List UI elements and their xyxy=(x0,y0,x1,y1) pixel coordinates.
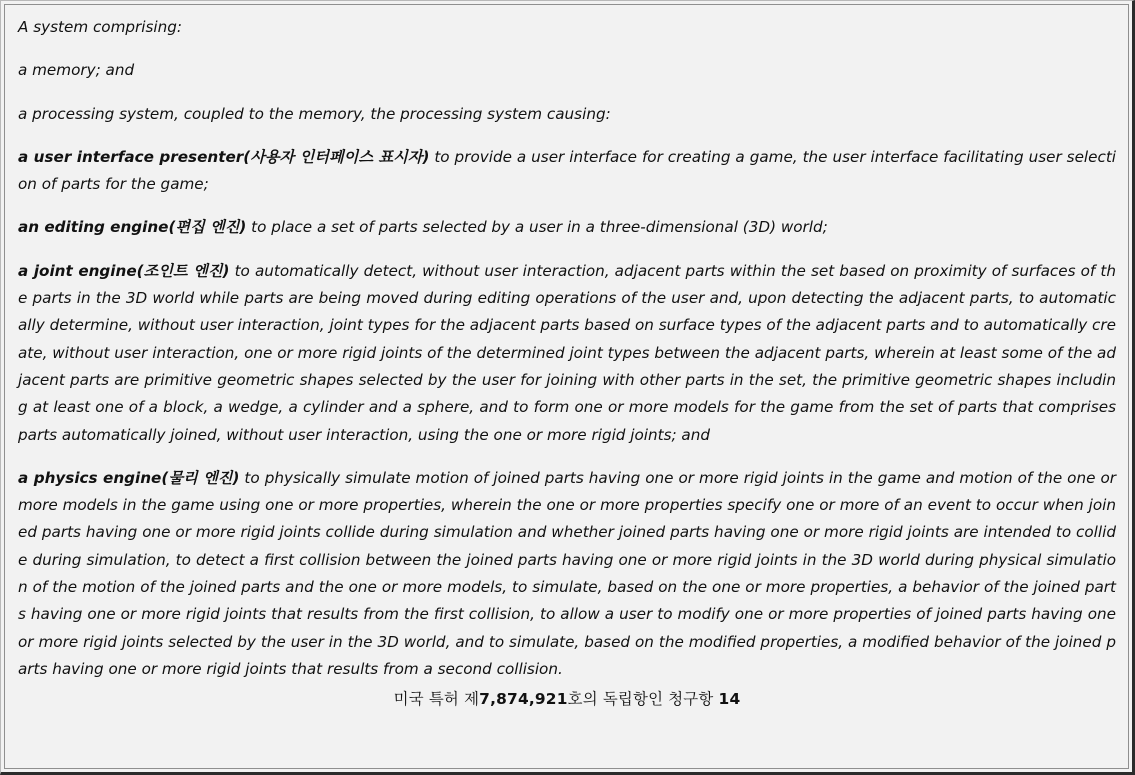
claim-limitation-user-interface-presenter xyxy=(18,144,1116,199)
claim-preamble: A system comprising: xyxy=(18,18,183,36)
claim-limitation-editing-engine xyxy=(18,214,1116,241)
claim-limitation-physics-engine xyxy=(18,465,1116,683)
claim-element-processing-system: a processing system, coupled to the memory, the processing system causing: xyxy=(18,104,611,123)
term-ko-physics-engine: 물리 엔진 xyxy=(168,468,233,487)
term-physics-engine: a physics engine( xyxy=(18,468,169,487)
term-ko-joint-engine: 조인트 엔진 xyxy=(143,261,223,280)
claim-limitation-joint-engine xyxy=(18,258,1116,449)
term-close-paren-0: ) xyxy=(422,147,430,166)
term-close-paren-2: ) xyxy=(222,261,230,280)
claim-element-memory: a memory; and xyxy=(18,61,135,80)
claim-content-frame xyxy=(4,4,1129,769)
term-close-paren-1: ) xyxy=(239,218,247,237)
term-ko-editing-engine: 편집 엔진 xyxy=(175,218,240,237)
limitation-text-user-interface-presenter: to provide a user interface for creating a game, the user interface facilitating user selection of parts for the game; xyxy=(18,147,1117,194)
limitation-text-editing-engine: to place a set of parts selected by a user in a three-dimensional (3D) world; xyxy=(246,218,828,237)
caption-prefix: 미국 특허 제 xyxy=(393,690,480,709)
caption-middle: 호의 독립항인 청구항 xyxy=(567,690,719,709)
term-user-interface-presenter: a user interface presenter( xyxy=(18,147,251,166)
limitation-text-joint-engine: to automatically detect, without user interaction, adjacent parts within the set based on proximity of surfaces of the parts in the 3D world while parts are being moved during editing operations of the user and, upon detecting the adjacent parts, to automatically determine, without user interaction, joint types for the adjacent parts based on surface types of the adjacent parts and to automatically create, without user interaction, one or more rigid joints of the determined joint types between the adjacent parts, wherein at least some of the adjacent parts are primitive geometric shapes selected by the user for joining with other parts in the set, the primitive geometric shapes including at least one of a block, a wedge, a cylinder and a sphere, and to form one or more models for the game from the set of parts that comprises parts automatically joined, without user interaction, using the one or more rigid joints; and xyxy=(18,261,1116,444)
term-joint-engine: a joint engine( xyxy=(18,261,144,280)
limitation-text-physics-engine: to physically simulate motion of joined parts having one or more rigid joints in the game and motion of the one or more models in the game using one or more properties, wherein the one or more properties specify one or more of an event to occur when joined parts having one or more rigid joints collide during simulation and whether joined parts having one or more rigid joints are intended to collide during simulation, to detect a first collision between the joined parts having one or more rigid joints in the 3D world during physical simulation of the motion of the joined parts and the one or more models, to simulate, based on the one or more properties, a behavior of the joined parts having one or more rigid joints that results from the first collision, to allow a user to modify one or more properties of joined parts having one or more rigid joints selected by the user in the 3D world, and to simulate, based on the modified properties, a modified behavior of the joined parts having one or more rigid joints that results from a second collision. xyxy=(18,468,1116,678)
figure-caption xyxy=(18,689,1116,711)
term-ko-user-interface-presenter: 사용자 인터페이스 표시자 xyxy=(250,147,423,166)
caption-claim-number: 14 xyxy=(718,690,741,709)
term-close-paren-3: ) xyxy=(232,468,240,487)
term-editing-engine: an editing engine( xyxy=(18,218,176,237)
claim-text-body xyxy=(18,14,1116,683)
caption-patent-number: 7,874,921 xyxy=(479,690,568,709)
